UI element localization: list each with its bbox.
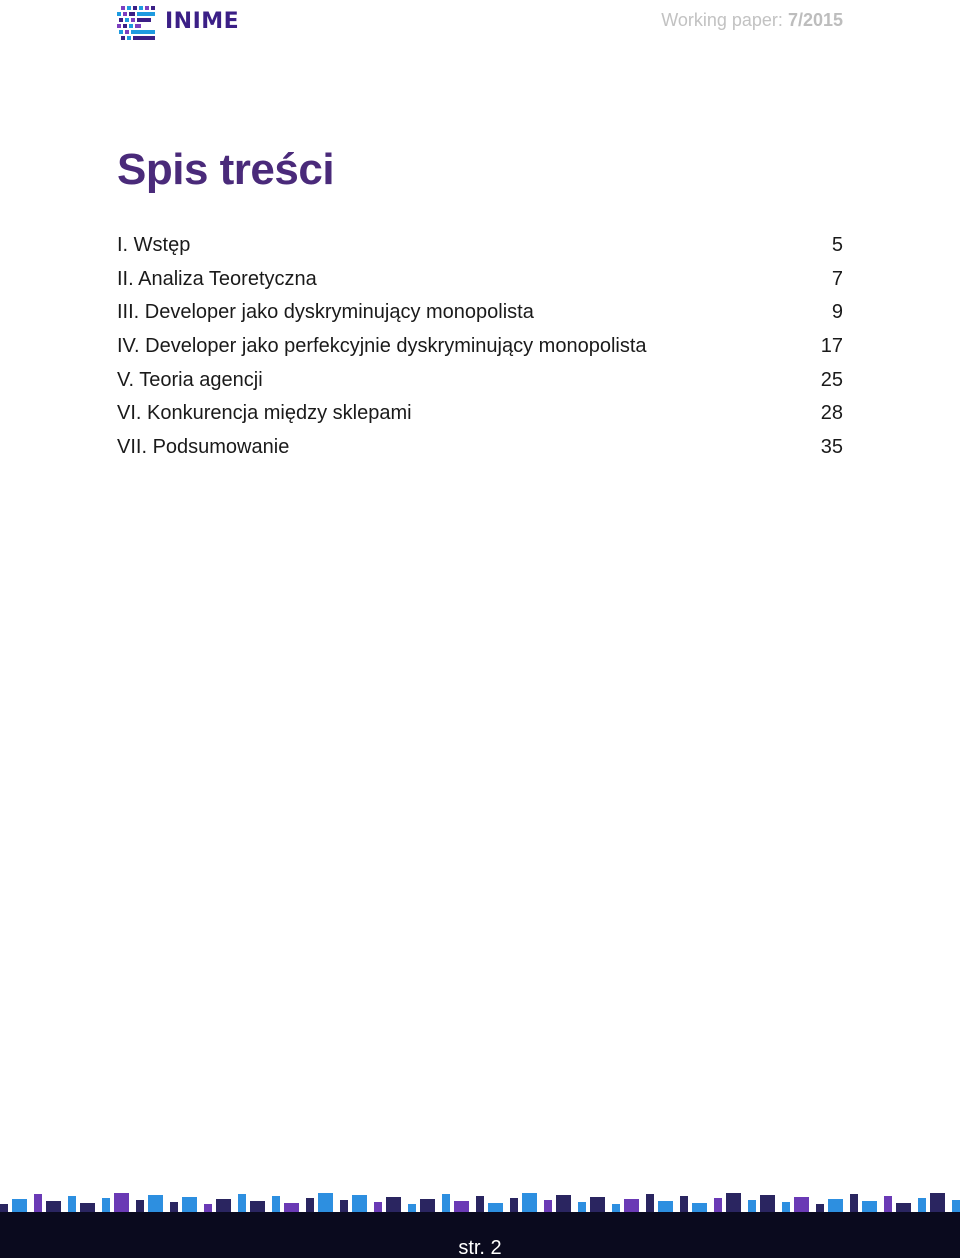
- footer-pixel: [828, 1199, 843, 1212]
- footer-pixel: [862, 1201, 877, 1212]
- footer-pixel: [284, 1203, 299, 1212]
- footer-pixel: [136, 1200, 144, 1212]
- toc-entry[interactable]: [117, 229, 843, 263]
- footer-pixel: [522, 1193, 537, 1212]
- footer-pixel: [884, 1196, 892, 1212]
- footer-pixel: [306, 1198, 314, 1212]
- footer-pixel: [114, 1193, 129, 1212]
- footer-pixel-pattern: [0, 1192, 960, 1212]
- footer-pixel: [12, 1199, 27, 1212]
- table-of-contents: [117, 229, 843, 465]
- page-number: str. 2: [458, 1237, 502, 1259]
- footer-pixel: [352, 1195, 367, 1212]
- footer-pixel: [408, 1204, 416, 1212]
- footer-pixel: [488, 1203, 503, 1212]
- footer-pixel: [170, 1202, 178, 1212]
- toc-entry[interactable]: [117, 263, 843, 297]
- footer-pixel: [782, 1202, 790, 1212]
- footer-pixel: [102, 1198, 110, 1212]
- footer-pixel: [556, 1195, 571, 1212]
- page-title: Spis treści: [117, 145, 335, 194]
- footer-pixel: [420, 1199, 435, 1212]
- footer-pixel: [340, 1200, 348, 1212]
- toc-entry[interactable]: [117, 397, 843, 431]
- inime-logo-mark-icon: [117, 4, 159, 40]
- inime-logo: [117, 4, 239, 40]
- footer-pixel: [578, 1202, 586, 1212]
- toc-entry[interactable]: [117, 364, 843, 398]
- footer-pixel: [182, 1197, 197, 1212]
- footer-pixel: [680, 1196, 688, 1212]
- toc-entry[interactable]: [117, 296, 843, 330]
- footer-pixel: [216, 1199, 231, 1212]
- footer-pixel: [68, 1196, 76, 1212]
- toc-entry-label: III. Developer jako dyskryminujący monopolista: [117, 301, 534, 324]
- toc-entry-page: 17: [820, 335, 843, 358]
- footer-pixel: [204, 1204, 212, 1212]
- toc-entry-page: 35: [820, 436, 843, 459]
- toc-entry[interactable]: [117, 431, 843, 465]
- footer-pixel: [454, 1201, 469, 1212]
- toc-entry-page: 5: [831, 234, 843, 256]
- footer-pixel: [386, 1197, 401, 1212]
- footer-pixel: [624, 1199, 639, 1212]
- toc-entry-page: 7: [831, 267, 843, 290]
- footer-pixel: [374, 1202, 382, 1212]
- footer-pixel: [896, 1203, 911, 1212]
- toc-entry-label: I. Wstęp: [117, 234, 191, 256]
- footer-pixel: [544, 1200, 552, 1212]
- toc-entry-page: 28: [820, 402, 843, 425]
- footer-pixel: [476, 1196, 484, 1212]
- footer-pixel: [692, 1203, 707, 1212]
- footer-pixel: [272, 1196, 280, 1212]
- footer-pixel: [590, 1197, 605, 1212]
- footer-pixel: [726, 1193, 741, 1212]
- logo-wordmark: INIME: [165, 9, 240, 34]
- footer-pixel: [510, 1198, 518, 1212]
- footer-pixel: [850, 1194, 858, 1212]
- footer-pixel: [952, 1200, 960, 1212]
- toc-entry-label: VI. Konkurencja między sklepami: [117, 402, 412, 425]
- footer-pixel: [816, 1204, 824, 1212]
- footer-pixel: [646, 1194, 654, 1212]
- footer-pixel: [0, 1204, 8, 1212]
- footer-pixel: [930, 1193, 945, 1212]
- footer-pixel: [238, 1194, 246, 1212]
- footer-pixel: [318, 1193, 333, 1212]
- footer-pixel: [442, 1194, 450, 1212]
- toc-entry-page: 9: [831, 301, 843, 324]
- footer-pixel: [250, 1201, 265, 1212]
- toc-entry-page: 25: [820, 368, 843, 391]
- footer-pixel: [794, 1197, 809, 1212]
- footer-pixel: [658, 1201, 673, 1212]
- footer-pixel: [34, 1194, 42, 1212]
- footer-pixel: [714, 1198, 722, 1212]
- footer-pixel: [760, 1195, 775, 1212]
- toc-entry-label: II. Analiza Teoretyczna: [117, 267, 317, 290]
- toc-entry[interactable]: [117, 330, 843, 364]
- footer-pixel: [748, 1200, 756, 1212]
- footer-pixel: [612, 1204, 620, 1212]
- footer-pixel: [46, 1201, 61, 1212]
- working-paper-label: [661, 10, 843, 31]
- working-paper-prefix: Working paper:: [661, 10, 783, 30]
- footer-pixel: [80, 1203, 95, 1212]
- footer-pixel: [918, 1198, 926, 1212]
- page-header: [0, 0, 960, 50]
- working-paper-number: 7/2015: [787, 10, 843, 30]
- toc-entry-label: VII. Podsumowanie: [117, 436, 290, 459]
- toc-entry-label: IV. Developer jako perfekcyjnie dyskryminujący monopolista: [117, 335, 647, 358]
- footer-pixel: [148, 1195, 163, 1212]
- toc-entry-label: V. Teoria agencji: [117, 368, 263, 391]
